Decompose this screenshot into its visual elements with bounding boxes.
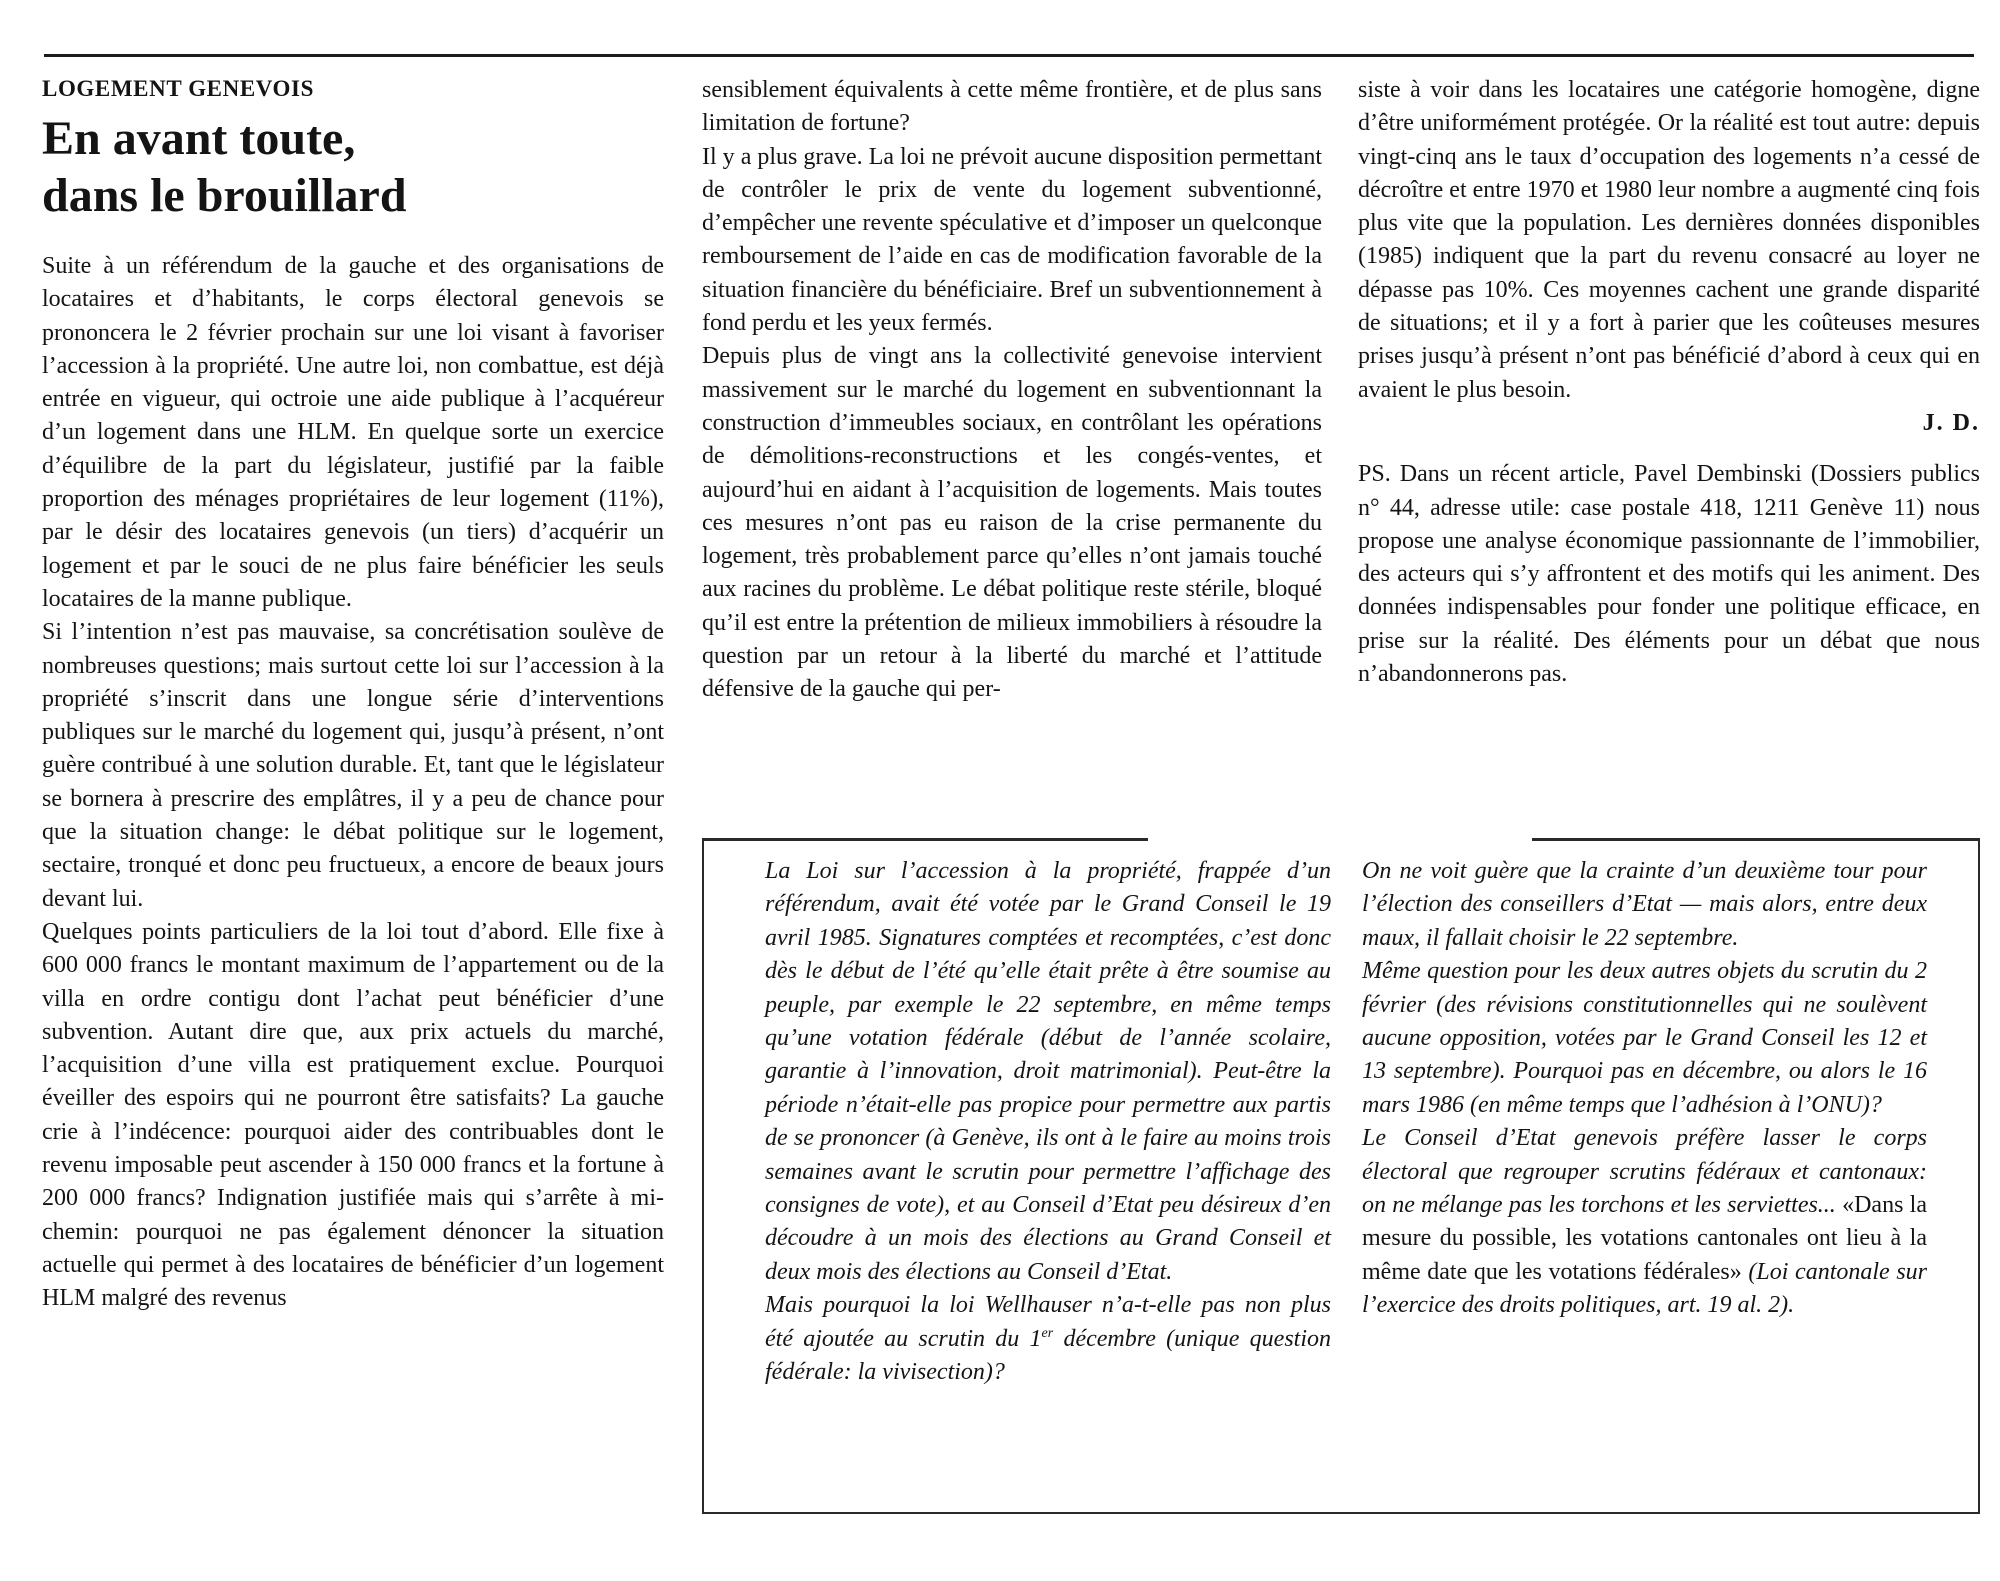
ordinal-superscript: er <box>1041 1325 1054 1341</box>
paragraph: siste à voir dans les locataires une catégorie homogène, digne d’être uniformément protégée. Or la réalité est tout autre: depuis vingt-cinq ans le taux d’occupation des logements n’a cessé de décroître et entre 1970 et 1980 leur nombre a augmenté cinq fois plus vite que la population. Les dernières données disponibles (1985) indiquent que la part du revenu consacré au loyer ne dépasse pas 10%. Ces moyennes cachent une grande disparité de situations; et il y a fort à parier que les coûteuses mesures prises jusqu’à présent n’ont pas bénéficié d’abord à ceux qui en avaient le plus besoin. <box>1358 77 1980 403</box>
article-column-1 <box>42 74 664 1316</box>
aside-paragraph: On ne voit guère que la crainte d’un deuxième tour pour l’élection des conseillers d’Etat — mais alors, entre deux maux, il fallait choisir le 22 septembre. <box>1362 858 1927 951</box>
article-headline <box>42 110 664 224</box>
aside-paragraph: Même question pour les deux autres objets du scrutin du 2 février (des révisions constitutionnelles qui ne soulèvent aucune opposition, votées par le Grand Conseil les 12 et 13 septembre). Pourquoi pas en décembre, ou alors le 16 mars 1986 (en même temps que l’adhésion à l’ONU)? <box>1362 958 1927 1118</box>
headline-line-1: En avant toute, <box>42 112 356 165</box>
section-kicker: LOGEMENT GENEVOIS <box>42 76 314 101</box>
aside-box-top-rule-right <box>1532 838 1980 841</box>
aside-text: décembre (unique question fédérale: la vivisection)? <box>765 1325 1332 1386</box>
aside-paragraph: La Loi sur l’accession à la propriété, frappée d’un référendum, avait été votée par le Grand Conseil le 19 avril 1985. Signatures comptées et recomptées, c’est donc dès le début de l’été qu’elle était prête à être soumise au peuple, par exemple le 22 septembre, en même temps qu’une votation fédérale (début de l’année scolaire, garantie à l’innovation, droit matrimonial). Peut-être la période n’était-elle pas propice pour permettre aux partis de se prononcer (à Genève, ils ont à le faire au moins trois semaines avant le scrutin pour permettre l’affichage des consignes de vote), et au Conseil d’Etat peu désireux d’en découdre à un mois des élections au Grand Conseil et deux mois des élections au Conseil d’Etat. <box>765 858 1331 1285</box>
headline-line-2: dans le brouillard <box>42 169 407 222</box>
article-column-3 <box>1358 74 1980 691</box>
aside-text: Le Conseil d’Etat genevois préfère lasser le corps électoral que regrouper scrutins fédéraux et cantonaux: on ne mélange pas les torchons et les serviettes... <box>1362 1125 1927 1219</box>
postscript: PS. Dans un récent article, Pavel Dembinski (Dossiers publics n° 44, adresse utile: case postale 418, 1211 Genève 11) nous propose une analyse économique passionnante de l’immobilier, des acteurs qui s’y affrontent et des motifs qui les animent. Des données indispensables pour fonder une politique efficace, en prise sur la réalité. Des éléments pour un débat que nous n’abandonnerons pas. <box>1358 461 1980 688</box>
aside-text: (Loi cantonale sur l’exercice des droits politiques, art. 19 al. 2). <box>1362 1258 1928 1319</box>
aside-box-top-rule-left <box>702 838 1148 841</box>
paragraph: Il y a plus grave. La loi ne prévoit aucune disposition permettant de contrôler le prix de vente du logement subventionné, d’empêcher une revente spéculative et d’imposer un quelconque remboursement de l’aide en cas de modification favorable de la situation financière du bénéficiaire. Bref un subventionnement à fond perdu et les yeux fermés. <box>702 143 1322 337</box>
paragraph: Si l’intention n’est pas mauvaise, sa concrétisation soulève de nombreuses questions; mais surtout cette loi sur l’accession à la propriété s’inscrit dans une longue série d’interventions publiques sur le marché du logement qui, jusqu’à présent, n’ont guère contribué à une solution durable. Et, tant que le législateur se bornera à prescrire des emplâtres, il y a peu de chance pour que la situation change: le débat politique sur le logement, sectaire, tronqué et donc peu fructueux, a encore de beaux jours devant lui. <box>42 619 664 912</box>
aside-text: Mais pourquoi la loi Wellhauser n’a-t-elle pas non plus été ajoutée au scrutin du 1 <box>765 1292 1331 1352</box>
aside-paragraph <box>765 1289 1331 1389</box>
paragraph: Suite à un référendum de la gauche et des organisations de locataires et d’habitants, le corps électoral genevois se prononcera le 2 février prochain sur une loi visant à favoriser l’accession à la propriété. Une autre loi, non combattue, est déjà entrée en vigueur, qui octroie une aide publique à l’acquéreur d’un logement dans une HLM. En quelque sorte un exercice d’équilibre de la part du législateur, justifié par la faible proportion des ménages propriétaires de leur logement (11%), par le désir des locataires genevois (un tiers) d’acquérir un logement et par le souci de ne plus faire bénéficier les seuls locataires de la manne publique. <box>42 253 664 612</box>
article-column-2 <box>702 74 1322 707</box>
aside-column-1 <box>765 855 1331 1390</box>
paragraph: Quelques points particuliers de la loi tout d’abord. Elle fixe à 600 000 francs le montant maximum de l’appartement ou de la villa en ordre contigu dont l’achat peut bénéficier d’une subvention. Autant dire que, aux prix actuels du marché, l’acquisition d’une villa est pratiquement exclue. Pourquoi éveiller des espoirs qui ne pourront être satisfaits? La gauche crie à l’indécence: pourquoi aider des contribuables dont le revenu imposable peut ascender à 150 000 francs et la fortune à 200 000 francs? Indignation justifiée mais qui s’arrête à mi-chemin: pourquoi ne pas également dénoncer la situation actuelle qui permet à des locataires de bénéficier d’un logement HLM malgré des revenus <box>42 918 664 1312</box>
author-signature: J. D. <box>1922 409 1980 436</box>
paragraph: Depuis plus de vingt ans la collectivité genevoise intervient massivement sur le marché du logement en subventionnant la construction d’immeubles sociaux, en contrôlant les opérations de démolitions-reconstructions et les congés-ventes, et aujourd’hui en aidant à l’acquisition de logements. Mais toutes ces mesures n’ont pas eu raison de la crise permanente du logement, très probablement parce qu’elles n’ont jamais touché aux racines du problème. Le débat politique reste stérile, bloqué qu’il est entre la prétention de milieux immobiliers à résoudre la question par un retour à la liberté du marché et l’attitude défensive de la gauche qui per- <box>702 343 1322 703</box>
paragraph: sensiblement équivalents à cette même frontière, et de plus sans limitation de fortune? <box>702 77 1322 137</box>
top-rule <box>44 54 1974 57</box>
aside-paragraph <box>1362 1122 1927 1322</box>
aside-column-2 <box>1362 855 1927 1323</box>
law-quotation: «Dans la mesure du possible, les votations cantonales ont lieu à la même date que les votations fédérales» <box>1362 1192 1927 1285</box>
